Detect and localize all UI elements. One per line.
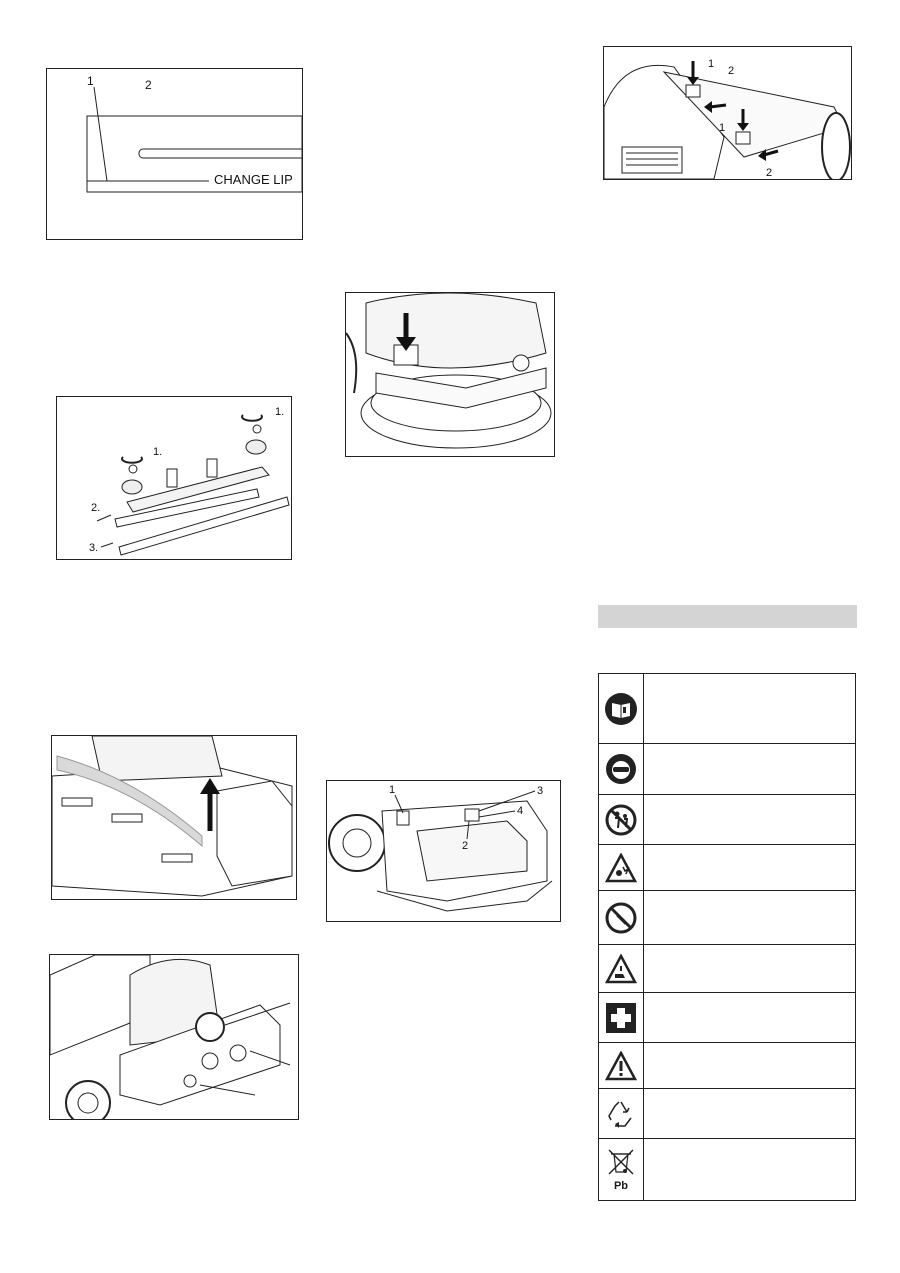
symbol-text-warning [644, 1043, 856, 1089]
symbol-cell-explosion [599, 845, 644, 891]
step-1-left: 1. [153, 446, 163, 458]
tank-callout-4: 4 [517, 805, 524, 817]
tank-callout-1: 1 [389, 784, 396, 796]
no-fire-smoking-icon [599, 902, 643, 934]
wheel-callout-1-bottom: 1 [719, 122, 726, 134]
figure-tank-callouts [326, 780, 561, 922]
corrosive-hazard-icon [599, 954, 643, 984]
symbol-cell-recycling [599, 1089, 644, 1139]
symbol-cell-corrosive [599, 945, 644, 993]
symbol-text-recycling [644, 1089, 856, 1139]
safety-symbols-table [598, 673, 856, 1201]
wear-goggles-icon [599, 753, 643, 785]
wheel-callout-2-bottom: 2 [766, 167, 773, 179]
figure-rear-hoses [49, 954, 299, 1120]
general-warning-icon [599, 1051, 643, 1081]
symbol-cell-warning [599, 1043, 644, 1089]
figure-squeegee-disassembly [56, 396, 292, 560]
read-manual-icon [599, 692, 643, 726]
symbol-text-first-aid [644, 993, 856, 1043]
step-1-right: 1. [275, 406, 285, 418]
keep-children-away-icon [599, 804, 643, 836]
callout-2: 2 [145, 78, 152, 92]
symbol-text-corrosive [644, 945, 856, 993]
explosion-hazard-icon [599, 853, 643, 883]
change-lip-label: CHANGE LIP [214, 172, 293, 187]
weee-pb-label: Pb [613, 1179, 629, 1192]
callout-1: 1 [87, 74, 94, 88]
first-aid-icon [599, 1002, 643, 1034]
step-2: 2. [91, 502, 101, 514]
symbol-cell-no-fire [599, 891, 644, 945]
symbol-cell-manual [599, 674, 644, 744]
figure-squeegee-label [46, 68, 303, 240]
symbol-text-explosion [644, 845, 856, 891]
symbol-cell-goggles [599, 744, 644, 795]
symbol-text-no-fire [644, 891, 856, 945]
symbol-cell-first-aid [599, 993, 644, 1043]
wheel-callout-2-top: 2 [728, 65, 735, 77]
figure-side-lift [51, 735, 297, 900]
step-3: 3. [89, 542, 99, 554]
symbol-text-weee [644, 1139, 856, 1201]
figure-brush-deck-press [345, 292, 555, 457]
symbol-text-goggles [644, 744, 856, 795]
symbol-cell-weee [599, 1139, 644, 1201]
section-title-bar [598, 605, 857, 628]
symbol-text-children [644, 795, 856, 845]
symbol-text-manual [644, 674, 856, 744]
recycling-icon [599, 1098, 643, 1130]
tank-callout-2: 2 [462, 840, 469, 852]
weee-pb-icon [599, 1148, 643, 1184]
figure-wheel-release [603, 46, 852, 180]
wheel-callout-1-top: 1 [708, 58, 715, 70]
symbol-cell-children [599, 795, 644, 845]
tank-callout-3: 3 [537, 785, 544, 797]
